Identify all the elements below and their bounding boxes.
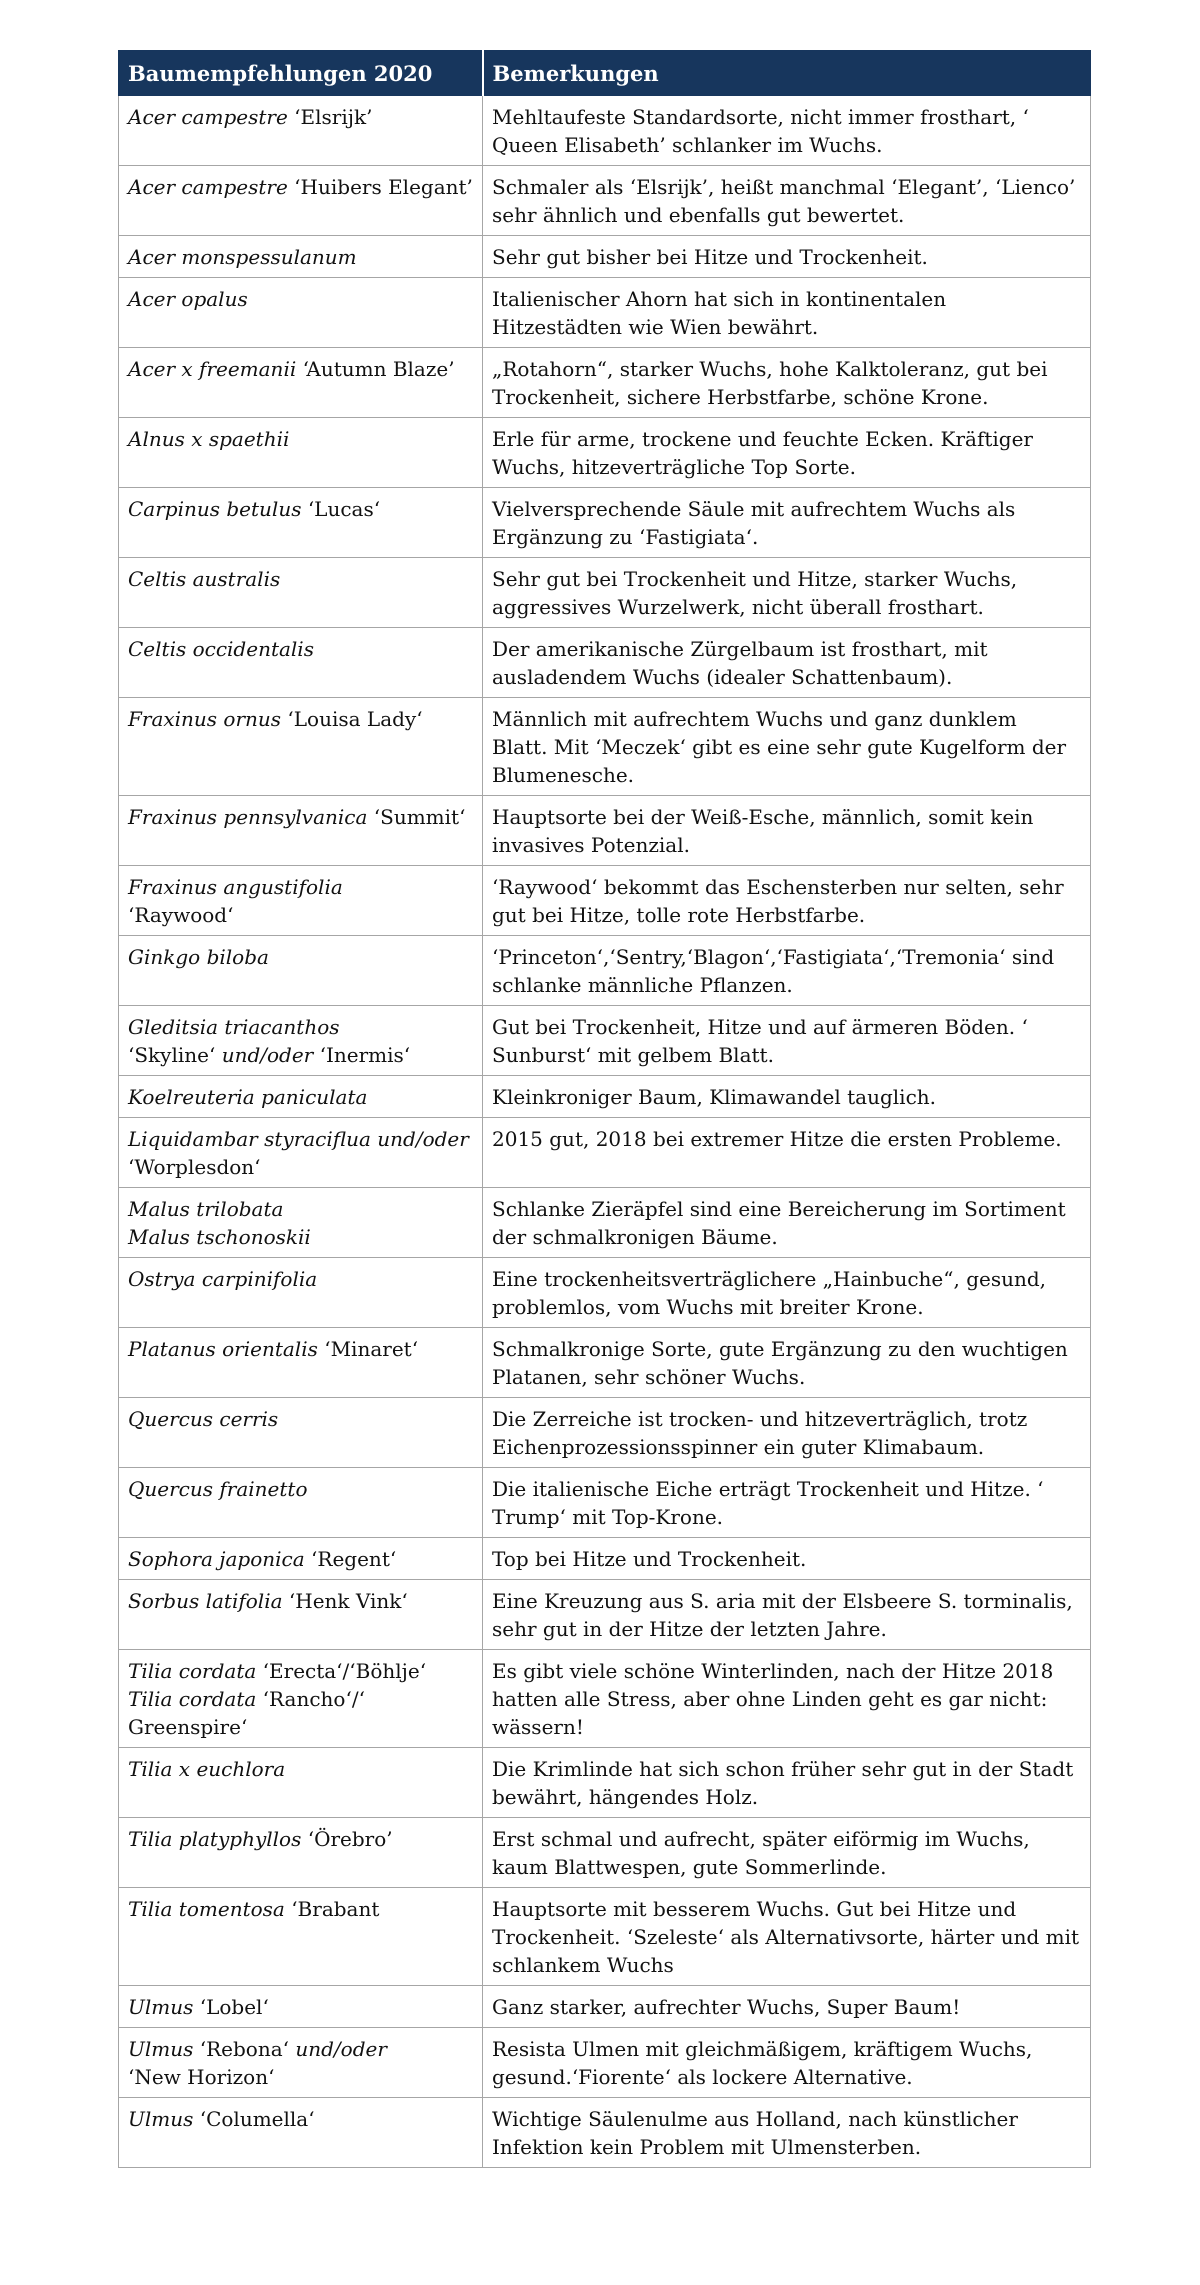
table-row [119,1118,1091,1188]
remark-line: Blatt. Mit ‘Meczek‘ gibt es eine sehr gute Kugelform der [492,735,1067,759]
remark-cell [483,1748,1091,1818]
remark-line: schlankem Wuchs [492,1953,674,1977]
species-name: Ulmus [128,2107,194,2131]
tree-recommendation-table [118,50,1091,2168]
species-name: Koelreuteria paniculata [128,1085,368,1109]
tree-name-cell [119,936,483,1006]
remark-line: Kleinkroniger Baum, Klimawandel tauglich. [492,1085,937,1109]
remark-line: Erst schmal und aufrecht, später eiförmig im Wuchs, [492,1827,1030,1851]
header-row [119,51,1091,96]
species-name: Quercus cerris [128,1407,279,1431]
remark-line: Wichtige Säulenulme aus Holland, nach künstlicher [492,2107,1018,2131]
species-name: Tilia cordata [128,1687,257,1711]
remark-line: Platanen, sehr schöner Wuchs. [492,1365,806,1389]
tree-name-cell [119,558,483,628]
species-name: Sophora japonica [128,1547,305,1571]
species-name: Sorbus latifolia [128,1589,283,1613]
remark-cell [483,936,1091,1006]
cultivar-name: ‘New Horizon‘ [128,2065,275,2089]
table-row [119,96,1091,166]
cultivar-name: Greenspire‘ [128,1715,248,1739]
remark-line: Schmalkronige Sorte, gute Ergänzung zu den wuchtigen [492,1337,1068,1361]
species-name: Malus trilobata [128,1197,284,1221]
table-row [119,1986,1091,2028]
tree-name-cell [119,236,483,278]
cultivar-name: ‘Rebona‘ [193,2037,296,2061]
remark-line: Mehltaufeste Standardsorte, nicht immer frosthart, ‘ [492,105,1029,129]
header-remarks-column: Bemerkungen [483,51,1091,96]
table-row [119,166,1091,236]
remark-line: Eichenprozessionsspinner ein guter Klimabaum. [492,1435,985,1459]
table-row [119,1748,1091,1818]
remark-line: Trockenheit, sichere Herbstfarbe, schöne Krone. [492,385,989,409]
remark-cell [483,1006,1091,1076]
table-row [119,1188,1091,1258]
remark-cell [483,1258,1091,1328]
species-name: und/oder [221,1043,314,1067]
table-row [119,628,1091,698]
table-row [119,348,1091,418]
remark-line: aggressives Wurzelwerk, nicht überall frosthart. [492,595,984,619]
species-name: Ulmus [128,2037,194,2061]
remark-line: Eine Kreuzung aus S. aria mit der Elsbeere S. torminalis, [492,1589,1073,1613]
species-name: Platanus orientalis [128,1337,318,1361]
species-name: Quercus frainetto [128,1477,308,1501]
table-row [119,1650,1091,1748]
remark-cell [483,418,1091,488]
species-name: Celtis occidentalis [128,637,314,661]
cultivar-name: ‘Lobel‘ [193,1995,269,2019]
remark-cell [483,1118,1091,1188]
table-body [119,96,1091,2168]
remark-line: Infektion kein Problem mit Ulmensterben. [492,2135,922,2159]
species-name: Ulmus [128,1995,194,2019]
remark-line: sehr ähnlich und ebenfalls gut bewertet. [492,203,905,227]
cultivar-name: ‘Worplesdon‘ [128,1155,261,1179]
table-row [119,1468,1091,1538]
table-row [119,2098,1091,2168]
remark-cell [483,558,1091,628]
tree-name-cell [119,2098,483,2168]
remark-line: Die Krimlinde hat sich schon früher sehr gut in der Stadt [492,1757,1074,1781]
tree-name-cell [119,2028,483,2098]
remark-line: Gut bei Trockenheit, Hitze und auf ärmeren Böden. ‘ [492,1015,1028,1039]
remark-line: kaum Blattwespen, gute Sommerlinde. [492,1855,887,1879]
remark-line: invasives Potenzial. [492,833,690,857]
species-name: und/oder [295,2037,387,2061]
remark-cell [483,1328,1091,1398]
remark-line: hatten alle Stress, aber ohne Linden geht es gar nicht: [492,1687,1048,1711]
table-row [119,488,1091,558]
tree-name-cell [119,1258,483,1328]
tree-name-cell [119,1538,483,1580]
remark-line: bewährt, hängendes Holz. [492,1785,759,1809]
header-tree-column: Baumempfehlungen 2020 [119,51,483,96]
tree-name-cell [119,488,483,558]
tree-name-cell [119,698,483,796]
table-row [119,866,1091,936]
remark-cell [483,698,1091,796]
table-row [119,2028,1091,2098]
remark-line: Ergänzung zu ‘Fastigiata‘. [492,525,759,549]
remark-line: Die Zerreiche ist trocken- und hitzeverträglich, trotz [492,1407,1028,1431]
cultivar-name: ‘Henk Vink‘ [282,1589,408,1613]
remark-line: ‘Raywood‘ bekommt das Eschensterben nur selten, sehr [492,875,1064,899]
remark-line: Hauptsorte mit besserem Wuchs. Gut bei Hitze und [492,1897,1017,1921]
remark-line: schlanke männliche Pflanzen. [492,973,793,997]
table-row [119,558,1091,628]
tree-name-cell [119,796,483,866]
remark-cell [483,1188,1091,1258]
tree-name-cell [119,348,483,418]
tree-name-cell [119,628,483,698]
remark-line: Sehr gut bei Trockenheit und Hitze, starker Wuchs, [492,567,1018,591]
table-row [119,236,1091,278]
species-name: Ostrya carpinifolia [128,1267,318,1291]
species-name: Fraxinus ornus [128,707,282,731]
remark-cell [483,1580,1091,1650]
remark-cell [483,278,1091,348]
remark-cell [483,628,1091,698]
remark-cell [483,236,1091,278]
table-row [119,1006,1091,1076]
tree-name-cell [119,278,483,348]
remark-cell [483,1818,1091,1888]
species-name: Acer campestre [128,105,288,129]
remark-cell [483,1986,1091,2028]
remark-line: ausladendem Wuchs (idealer Schattenbaum). [492,665,953,689]
remark-cell [483,488,1091,558]
table-row [119,278,1091,348]
species-name: Gleditsia triacanthos [128,1015,340,1039]
species-name: Fraxinus angustifolia [128,875,343,899]
remark-cell [483,166,1091,236]
species-name: Ginkgo biloba [128,945,269,969]
remark-line: gesund.‘Fiorente‘ als lockere Alternative. [492,2065,913,2089]
remark-line: „Rotahorn“, starker Wuchs, hohe Kalktoleranz, gut bei [492,357,1048,381]
tree-name-cell [119,1076,483,1118]
remark-cell [483,796,1091,866]
remark-line: sehr gut in der Hitze der letzten Jahre. [492,1617,887,1641]
cultivar-name: ‘Autumn Blaze’ [296,357,455,381]
remark-line: Resista Ulmen mit gleichmäßigem, kräftigem Wuchs, [492,2037,1033,2061]
cultivar-name: ‘Örebro’ [301,1827,393,1851]
remark-line: Der amerikanische Zürgelbaum ist frosthart, mit [492,637,988,661]
species-name: Tilia cordata [128,1659,257,1683]
remark-line: gut bei Hitze, tolle rote Herbstfarbe. [492,903,866,927]
remark-cell [483,1888,1091,1986]
tree-name-cell [119,1006,483,1076]
table-row [119,936,1091,1006]
remark-cell [483,348,1091,418]
remark-line: ‘Princeton‘,‘Sentry,‘Blagon‘,‘Fastigiata‘,‘Tremonia‘ sind [492,945,1055,969]
remark-cell [483,1398,1091,1468]
table-row [119,1398,1091,1468]
tree-name-cell [119,1888,483,1986]
remark-line: Italienischer Ahorn hat sich in kontinentalen [492,287,947,311]
tree-name-cell [119,96,483,166]
remark-line: wässern! [492,1715,584,1739]
tree-name-cell [119,418,483,488]
remark-line: Trump‘ mit Top-Krone. [492,1505,724,1529]
remark-line: Ganz starker, aufrechter Wuchs, Super Baum! [492,1995,961,2019]
cultivar-name: ‘Rancho‘/‘ [256,1687,365,1711]
remark-line: Es gibt viele schöne Winterlinden, nach der Hitze 2018 [492,1659,1054,1683]
cultivar-name: ‘Brabant [284,1897,380,1921]
tree-name-cell [119,1468,483,1538]
table-header [119,51,1091,96]
remark-line: der schmalkronigen Bäume. [492,1225,778,1249]
remark-line: 2015 gut, 2018 bei extremer Hitze die ersten Probleme. [492,1127,1062,1151]
remark-line: Sunburst‘ mit gelbem Blatt. [492,1043,774,1067]
remark-cell [483,2098,1091,2168]
remark-cell [483,1538,1091,1580]
remark-cell [483,96,1091,166]
species-name: Tilia x euchlora [128,1757,286,1781]
cultivar-name: ‘Elsrijk’ [287,105,373,129]
species-name: Fraxinus pennsylvanica [128,805,368,829]
tree-name-cell [119,1118,483,1188]
table-row [119,1258,1091,1328]
species-name: Liquidambar styraciflua und/oder [128,1127,469,1151]
tree-name-cell [119,1188,483,1258]
tree-name-cell [119,866,483,936]
remark-line: Hauptsorte bei der Weiß-Esche, männlich, somit kein [492,805,1034,829]
species-name: Alnus x spaethii [128,427,290,451]
cultivar-name: ‘Raywood‘ [128,903,234,927]
remark-line: Trockenheit. ‘Szeleste‘ als Alternativsorte, härter und mit [492,1925,1080,1949]
remark-cell [483,866,1091,936]
tree-name-cell [119,1748,483,1818]
tree-name-cell [119,1580,483,1650]
species-name: Tilia platyphyllos [128,1827,302,1851]
remark-line: Schlanke Zieräpfel sind eine Bereicherung im Sortiment [492,1197,1066,1221]
species-name: Celtis australis [128,567,281,591]
remark-cell [483,1076,1091,1118]
remark-line: Hitzestädten wie Wien bewährt. [492,315,819,339]
cultivar-name: ‘Huibers Elegant’ [287,175,473,199]
remark-line: Top bei Hitze und Trockenheit. [492,1547,807,1571]
table-row [119,1328,1091,1398]
tree-name-cell [119,1986,483,2028]
table-row [119,418,1091,488]
cultivar-name: ‘Skyline‘ [128,1043,222,1067]
cultivar-name: ‘Summit‘ [367,805,466,829]
table-row [119,1888,1091,1986]
table-row [119,796,1091,866]
tree-name-cell [119,166,483,236]
remark-line: Männlich mit aufrechtem Wuchs und ganz dunklem [492,707,1017,731]
tree-name-cell [119,1818,483,1888]
remark-line: Sehr gut bisher bei Hitze und Trockenheit. [492,245,928,269]
tree-name-cell [119,1650,483,1748]
cultivar-name: ‘Louisa Lady‘ [281,707,423,731]
cultivar-name: ‘Regent‘ [304,1547,397,1571]
species-name: Acer opalus [128,287,248,311]
cultivar-name: ‘Minaret‘ [317,1337,419,1361]
remark-line: Schmaler als ‘Elsrijk’, heißt manchmal ‘Elegant’, ‘Lienco’ [492,175,1076,199]
cultivar-name: ‘Columella‘ [193,2107,315,2131]
species-name: Carpinus betulus [128,497,302,521]
remark-line: Erle für arme, trockene und feuchte Ecken. Kräftiger [492,427,1033,451]
species-name: Malus tschonoskii [128,1225,311,1249]
tree-name-cell [119,1398,483,1468]
remark-line: Queen Elisabeth’ schlanker im Wuchs. [492,133,883,157]
remark-cell [483,2028,1091,2098]
table-row [119,698,1091,796]
remark-cell [483,1650,1091,1748]
table-row [119,1538,1091,1580]
remark-line: Vielversprechende Säule mit aufrechtem Wuchs als [492,497,1016,521]
table-row [119,1580,1091,1650]
remark-cell [483,1468,1091,1538]
remark-line: Blumenesche. [492,763,635,787]
species-name: Tilia tomentosa [128,1897,285,1921]
remark-line: problemlos, vom Wuchs mit breiter Krone. [492,1295,924,1319]
table-row [119,1818,1091,1888]
cultivar-name: ‘Erecta‘/‘Böhlje‘ [256,1659,427,1683]
table-row [119,1076,1091,1118]
species-name: Acer monspessulanum [128,245,357,269]
tree-name-cell [119,1328,483,1398]
remark-line: Wuchs, hitzeverträgliche Top Sorte. [492,455,856,479]
remark-line: Die italienische Eiche erträgt Trockenheit und Hitze. ‘ [492,1477,1044,1501]
remark-line: Eine trockenheitsverträglichere „Hainbuche“, gesund, [492,1267,1047,1291]
cultivar-name: ‘Inermis‘ [313,1043,411,1067]
cultivar-name: ‘Lucas‘ [301,497,381,521]
species-name: Acer x freemanii [128,357,297,381]
species-name: Acer campestre [128,175,288,199]
